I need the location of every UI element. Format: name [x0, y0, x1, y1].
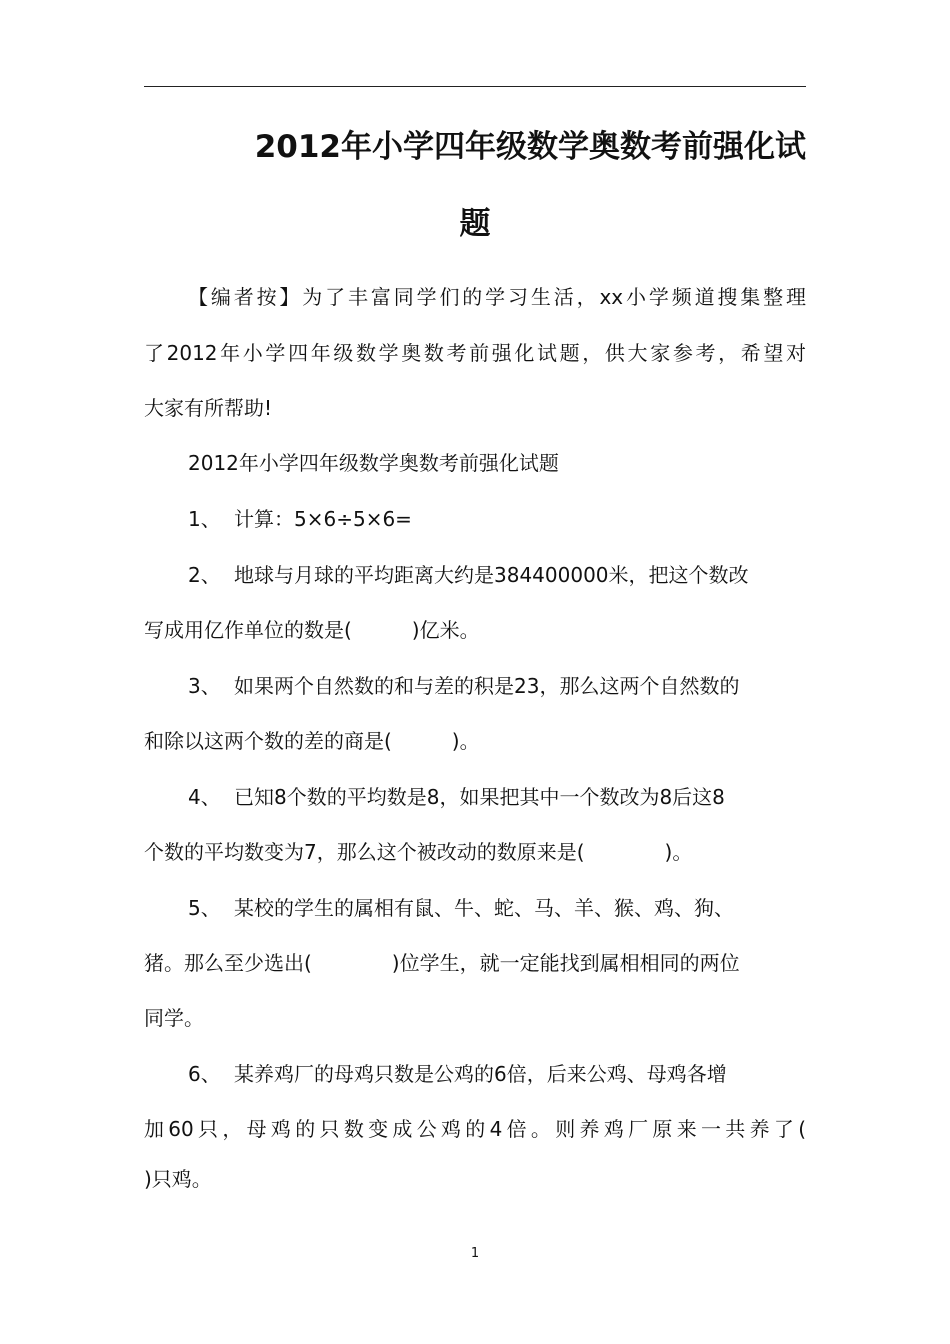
question-number: 5、	[188, 896, 221, 920]
question-text: 如果两个自然数的和与差的积是23，那么这两个自然数的	[234, 674, 740, 698]
header-rule	[144, 86, 806, 87]
question-2	[144, 560, 806, 590]
page-number: 1	[470, 1246, 480, 1261]
subtitle: 2012年小学四年级数学奥数考前强化试题	[188, 451, 559, 475]
question-3	[144, 671, 806, 701]
question-text: 计算：5×6÷5×6=	[234, 507, 412, 531]
intro-line-3: 大家有所帮助!	[144, 396, 273, 420]
question-number: 6、	[188, 1062, 221, 1086]
question-6-continued: 加60只，母鸡的只数变成公鸡的4倍。则养鸡厂原来一共养了(	[144, 1117, 806, 1141]
intro-line-2: 了2012年小学四年级数学奥数考前强化试题，供大家参考，希望对	[144, 341, 806, 365]
question-1	[144, 504, 806, 534]
document-title-line-1: 2012年小学四年级数学奥数考前强化试	[254, 129, 806, 165]
question-6-continued-2: )只鸡。	[144, 1167, 212, 1191]
question-4-continued: 个数的平均数变为7，那么这个被改动的数原来是( )。	[144, 840, 693, 864]
question-text: 地球与月球的平均距离大约是384400000米，把这个数改	[234, 563, 749, 587]
question-5-continued-2: 同学。	[144, 1006, 204, 1030]
question-number: 3、	[188, 674, 221, 698]
question-4	[144, 782, 806, 812]
question-number: 1、	[188, 507, 221, 531]
question-text: 已知8个数的平均数是8，如果把其中一个数改为8后这8	[234, 785, 725, 809]
question-text: 某养鸡厂的母鸡只数是公鸡的6倍，后来公鸡、母鸡各增	[234, 1062, 727, 1086]
question-number: 2、	[188, 563, 221, 587]
question-3-continued: 和除以这两个数的差的商是( )。	[144, 729, 480, 753]
question-6	[144, 1059, 806, 1089]
question-text: 某校的学生的属相有鼠、牛、蛇、马、羊、猴、鸡、狗、	[234, 896, 734, 920]
question-number: 4、	[188, 785, 221, 809]
intro-line-1: 【编者按】为了丰富同学们的学习生活，xx小学频道搜集整理	[188, 285, 806, 309]
question-5-continued: 猪。那么至少选出( )位学生，就一定能找到属相相同的两位	[144, 951, 740, 975]
question-5	[144, 893, 806, 923]
question-2-continued: 写成用亿作单位的数是( )亿米。	[144, 618, 480, 642]
document-title-line-2: 题	[459, 206, 491, 242]
